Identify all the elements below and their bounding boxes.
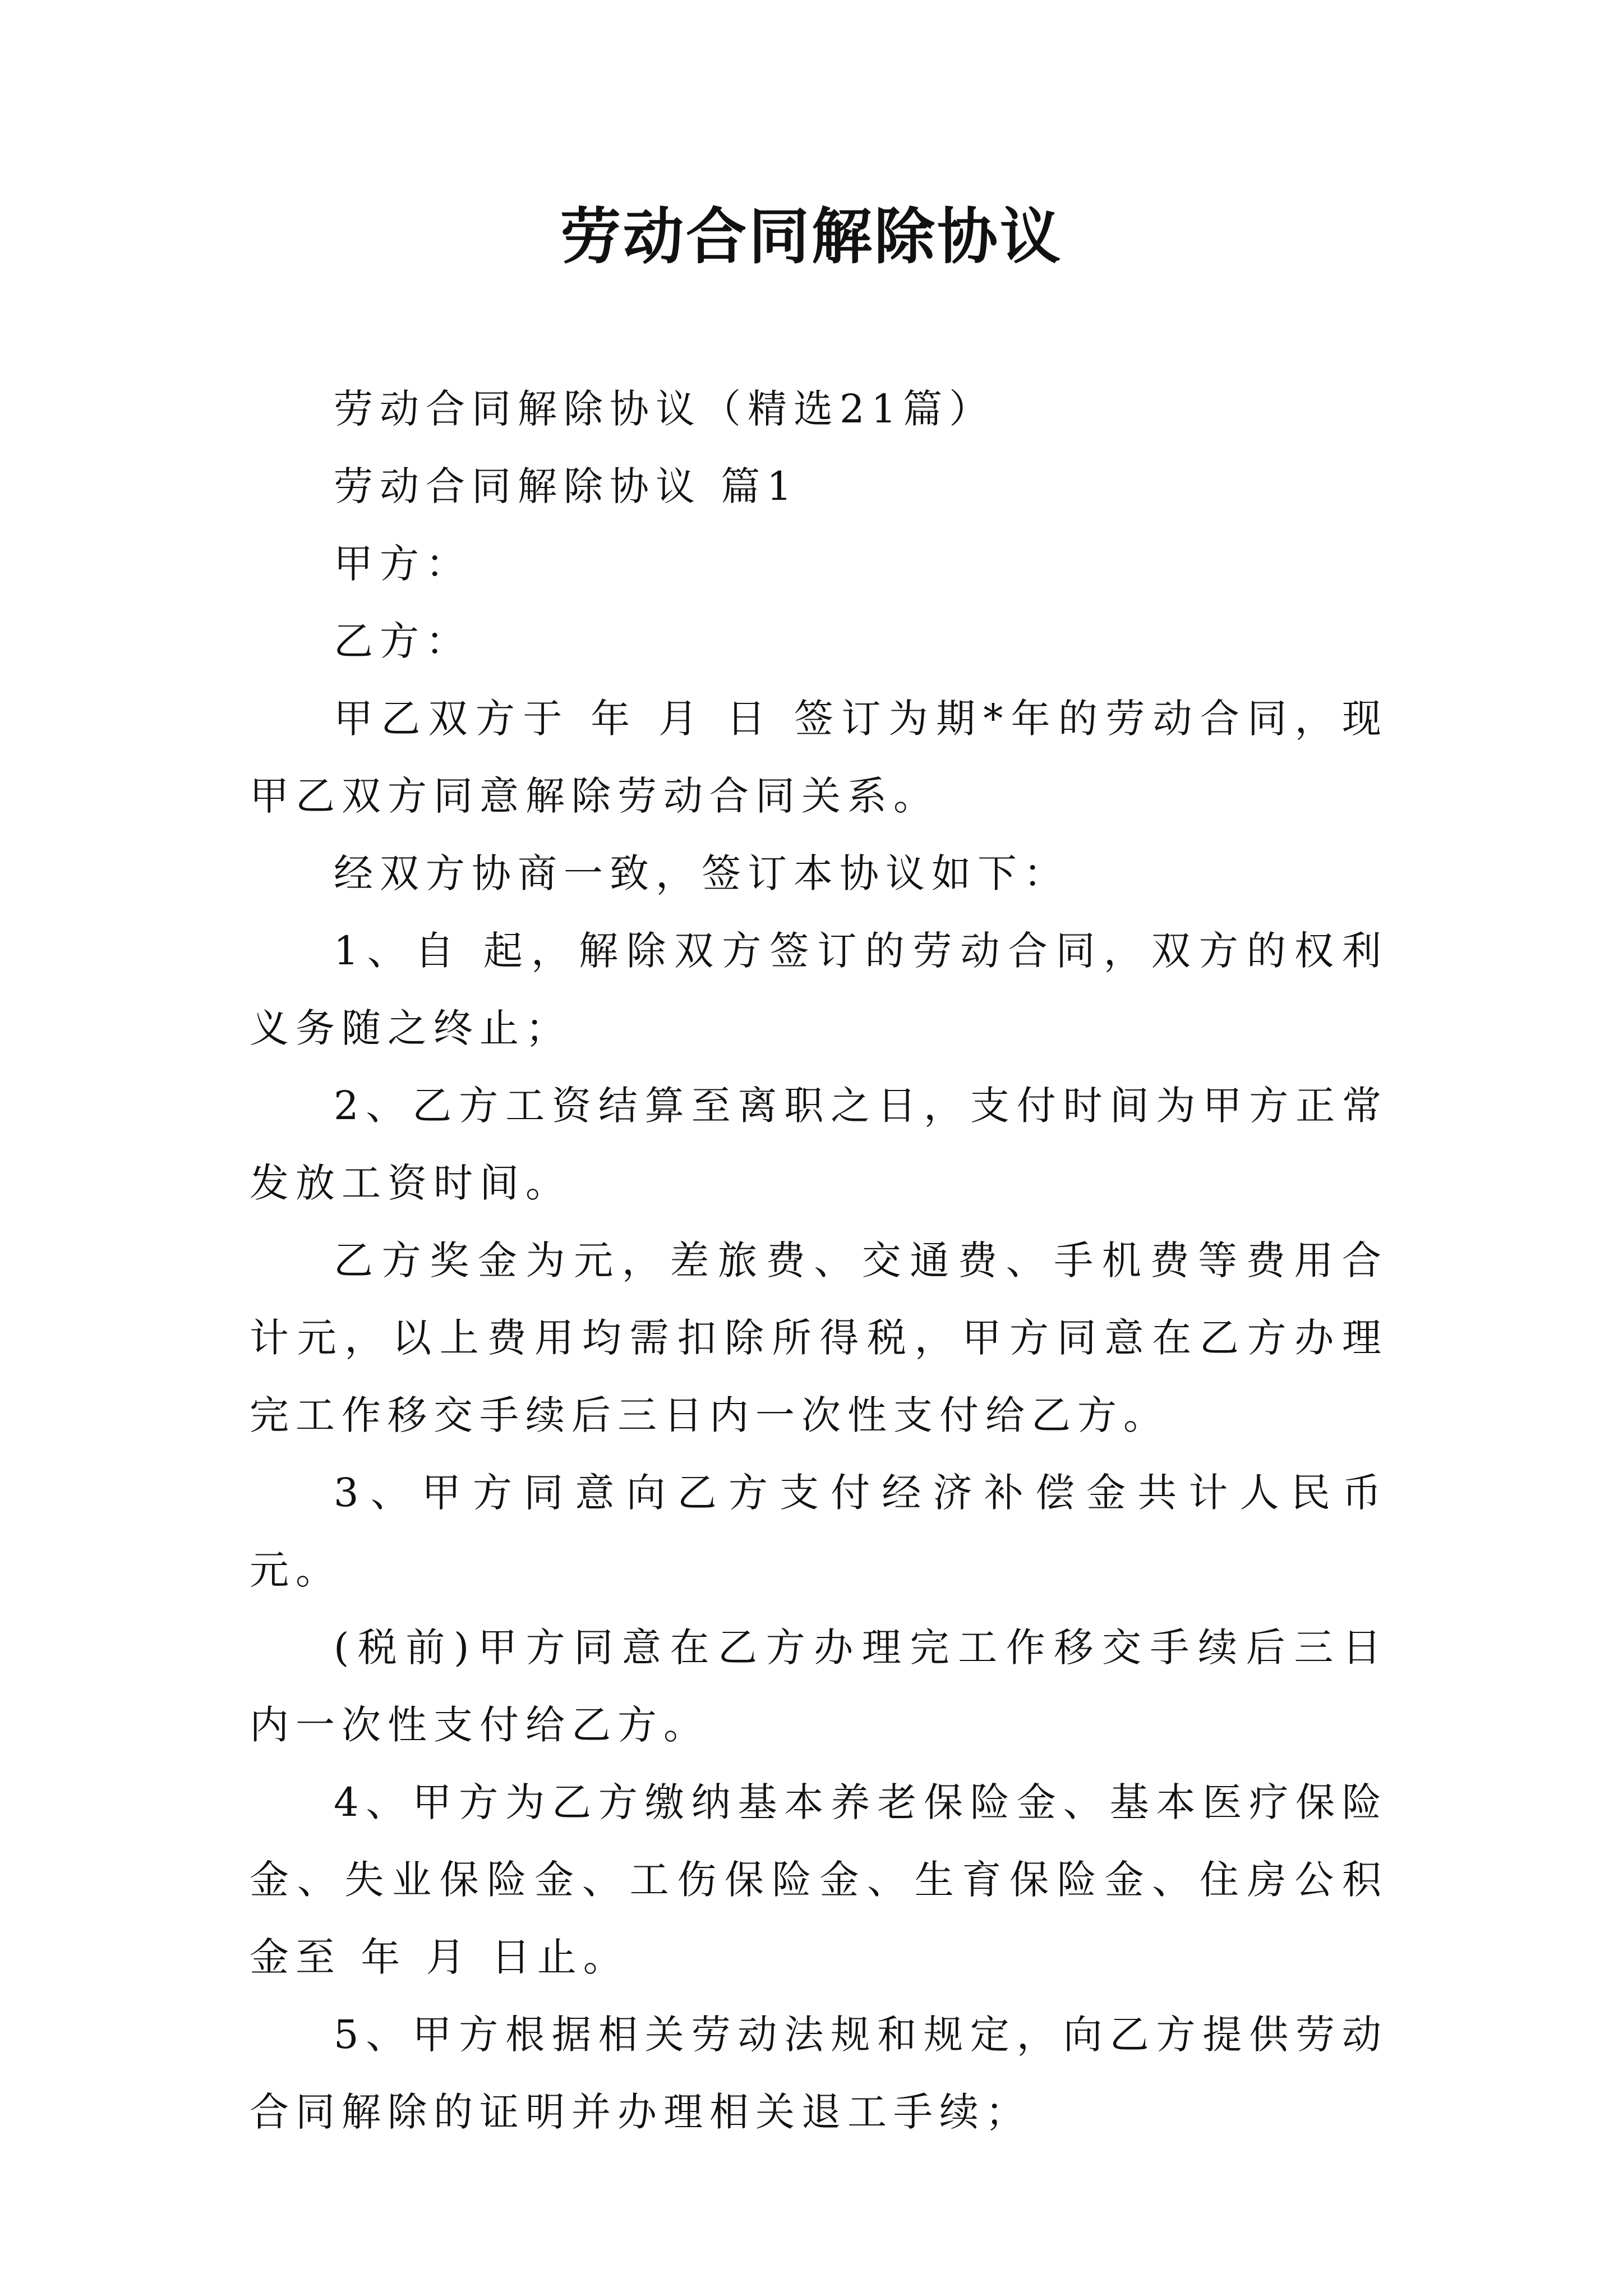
paragraph: 甲乙双方于 年 月 日 签订为期*年的劳动合同，现甲乙双方同意解除劳动合同关系。 — [250, 696, 1388, 819]
clause-4: 4、甲方为乙方缴纳基本养老保险金、基本医疗保险金、失业保险金、工伤保险金、生育保险金、住房公积金至 年 月 日止。 — [250, 1779, 1388, 1980]
party-a-line: 甲方： — [334, 541, 472, 587]
party-b-line: 乙方： — [334, 618, 472, 664]
paragraph: 乙方奖金为元，差旅费、交通费、手机费等费用合计元，以上费用均需扣除所得税，甲方同意在乙方办理完工作移交手续后三日内一次性支付给乙方。 — [250, 1237, 1388, 1438]
paragraph: 经双方协商一致，签订本协议如下： — [334, 850, 1069, 896]
clause-1: 1、自 起，解除双方签订的劳动合同，双方的权利义务随之终止； — [250, 928, 1388, 1051]
document-body — [250, 370, 1388, 2151]
document-title: 劳动合同解除协议 — [560, 201, 1063, 272]
clause-2: 2、乙方工资结算至离职之日，支付时间为甲方正常发放工资时间。 — [250, 1083, 1388, 1206]
paragraph: (税前)甲方同意在乙方办理完工作移交手续后三日内一次性支付给乙方。 — [250, 1625, 1388, 1748]
subtitle-line: 劳动合同解除协议（精选21篇） — [334, 386, 995, 432]
clause-5: 5、甲方根据相关劳动法规和规定，向乙方提供劳动合同解除的证明并办理相关退工手续； — [250, 2012, 1388, 2135]
section-heading: 劳动合同解除协议 篇1 — [334, 463, 799, 509]
clause-3: 3、甲方同意向乙方支付经济补偿金共计人民币 元。 — [250, 1470, 1388, 1593]
